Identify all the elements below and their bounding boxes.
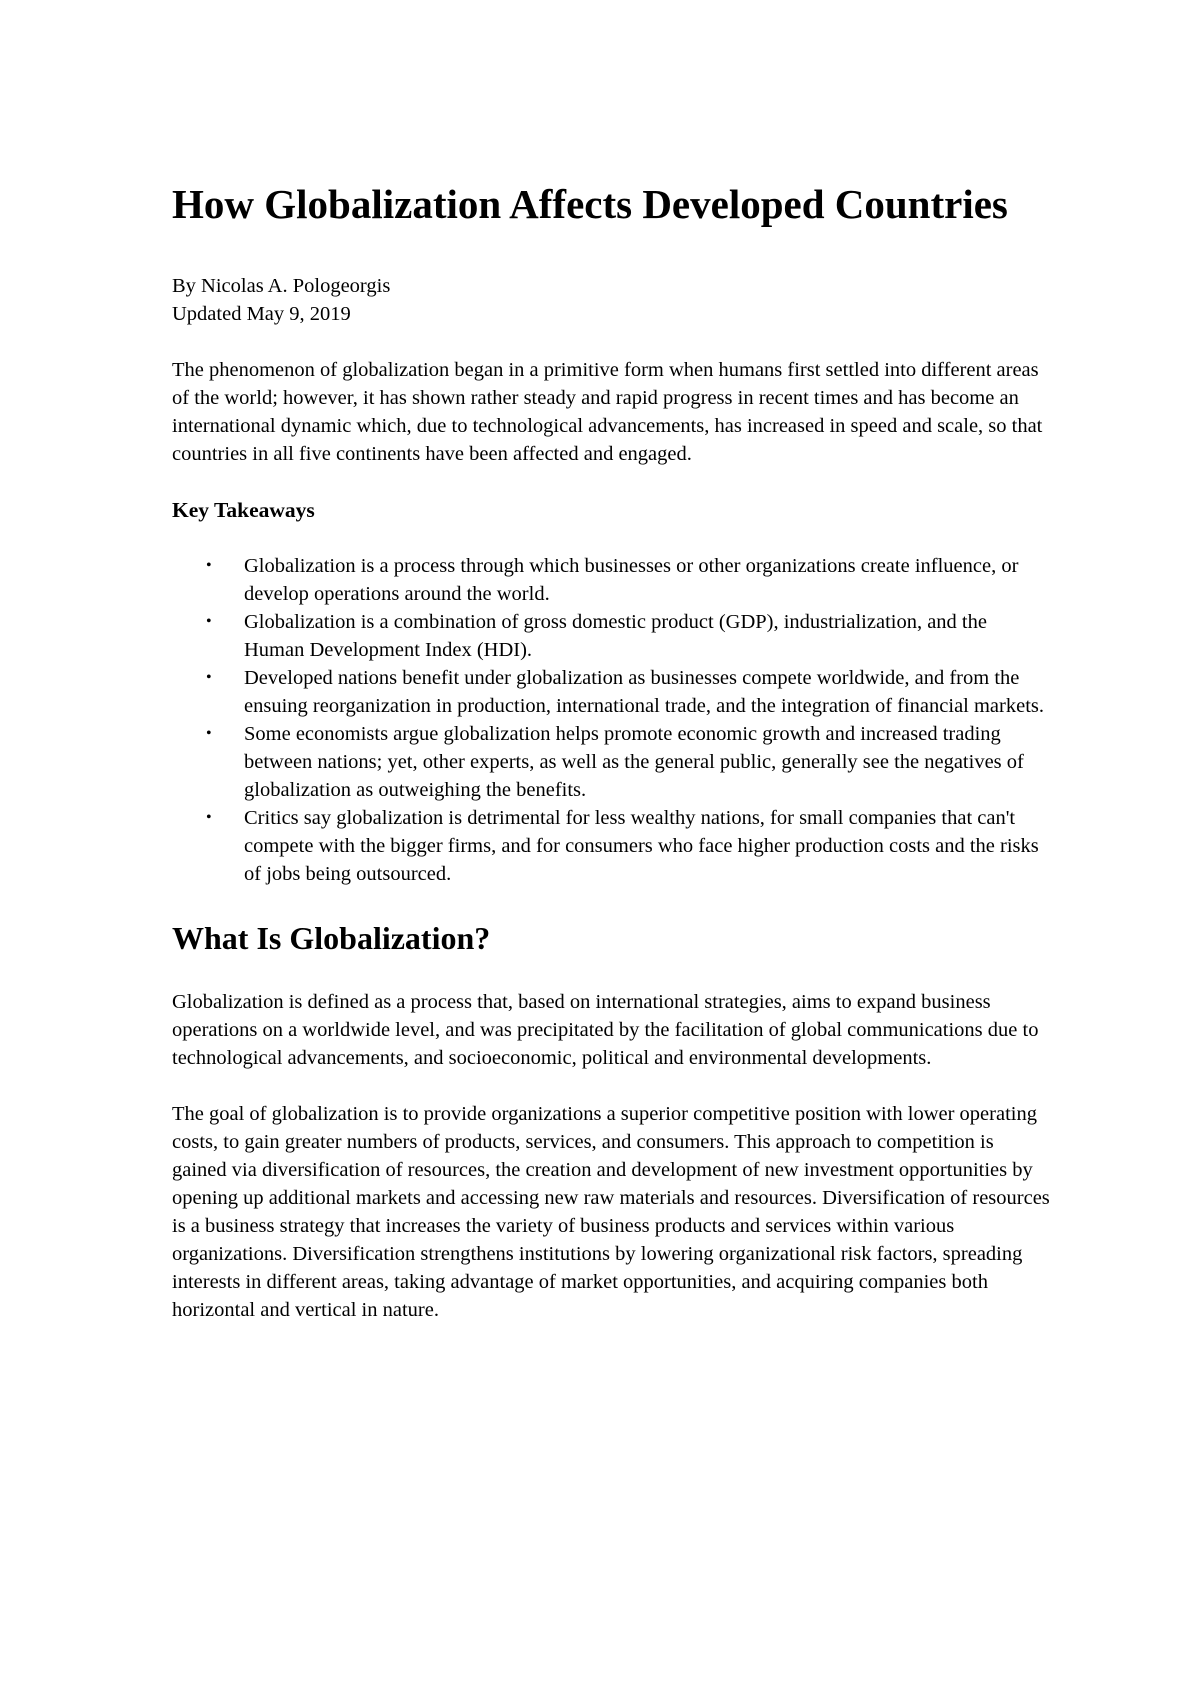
bullet-icon: • — [206, 809, 212, 826]
bullet-icon: • — [206, 613, 212, 630]
section-heading: What Is Globalization? — [172, 920, 491, 956]
bullet-icon: • — [206, 669, 212, 686]
list-item — [206, 608, 1052, 664]
list-item-text: Developed nations benefit under globalization as businesses compete worldwide, and from the ensuing reorganization in production, international trade, and the integration of financial markets. — [244, 667, 1045, 717]
list-item — [206, 664, 1052, 720]
list-item-text: Globalization is a process through which businesses or other organizations create influence, or develop operations around the world. — [244, 555, 1019, 605]
author-line: By Nicolas A. Pologeorgis — [172, 275, 391, 297]
byline-block — [172, 272, 1052, 328]
document-title: How Globalization Affects Developed Countries — [172, 181, 1008, 227]
document-page — [172, 176, 1052, 1324]
list-item — [206, 552, 1052, 608]
intro-paragraph: The phenomenon of globalization began in a primitive form when humans first settled into different areas of the world; however, it has shown rather steady and rapid progress in recent times and has become an international dynamic which, due to technological advancements, has increased in speed and scale, so that countries in all five continents have been affected and engaged. — [172, 359, 1043, 465]
list-item — [206, 804, 1052, 888]
bullet-icon: • — [206, 557, 212, 574]
section-paragraph-2: The goal of globalization is to provide organizations a superior competitive position with lower operating costs, to gain greater numbers of products, services, and consumers. This approach to competition is gained via diversification of resources, the creation and development of new investment opportunities by opening up additional markets and accessing new raw materials and resources. Diversification of resources is a business strategy that increases the variety of business products and services within various organizations. Diversification strengthens institutions by lowering organizational risk factors, spreading interests in different areas, taking advantage of market opportunities, and acquiring companies both horizontal and vertical in nature. — [172, 1103, 1050, 1321]
list-item-text: Globalization is a combination of gross domestic product (GDP), industrialization, and the Human Development Index (HDI). — [244, 611, 987, 661]
updated-date: Updated May 9, 2019 — [172, 303, 351, 325]
bullet-icon: • — [206, 725, 212, 742]
key-takeaways-list — [172, 552, 1052, 888]
list-item-text: Some economists argue globalization helps promote economic growth and increased trading between nations; yet, other experts, as well as the general public, generally see the negatives of globalization as outweighing the benefits. — [244, 723, 1024, 801]
list-item-text: Critics say globalization is detrimental for less wealthy nations, for small companies that can't compete with the bigger firms, and for consumers who face higher production costs and the risks of jobs being outsourced. — [244, 807, 1039, 885]
list-item — [206, 720, 1052, 804]
section-paragraph-1: Globalization is defined as a process that, based on international strategies, aims to expand business operations on a worldwide level, and was precipitated by the facilitation of global communications due to technological advancements, and socioeconomic, political and environmental developments. — [172, 991, 1039, 1069]
key-takeaways-heading: Key Takeaways — [172, 498, 315, 522]
